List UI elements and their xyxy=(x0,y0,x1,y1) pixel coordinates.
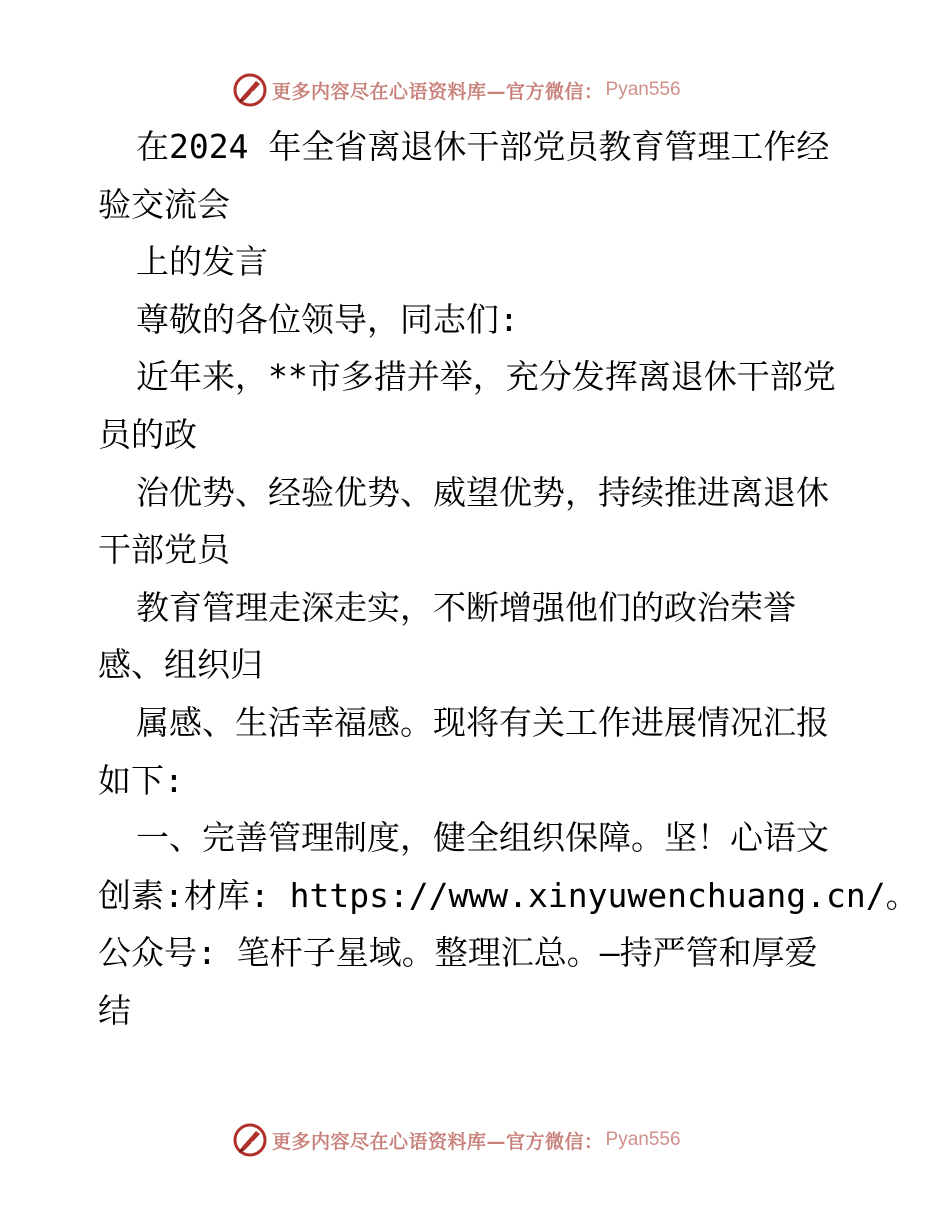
text-line: 干部党员 xyxy=(98,530,230,570)
document-body xyxy=(98,118,919,1040)
text-line: 一、完善管理制度，健全组织保障。坚！心语文 xyxy=(136,818,829,858)
header-watermark-id: Pyan556 xyxy=(605,79,681,100)
footer-watermark xyxy=(232,1120,752,1160)
text-line: 创素:材库: https://www.xinyuwenchuang.cn/。 xyxy=(98,875,919,915)
text-line: 公众号: 笔杆子星域。整理汇总。—持严管和厚爱 xyxy=(98,933,818,973)
quill-logo-icon xyxy=(232,72,268,108)
header-watermark xyxy=(232,70,752,110)
footer-watermark-text: 更多内容尽在心语资料库—官方微信： xyxy=(272,1130,604,1153)
quill-logo-icon xyxy=(232,1122,268,1158)
text-line: 结 xyxy=(98,990,131,1030)
text-line: 教育管理走深走实，不断增强他们的政治荣誉 xyxy=(136,587,796,627)
text-line: 尊敬的各位领导，同志们: xyxy=(136,299,519,339)
footer-watermark-id: Pyan556 xyxy=(605,1129,681,1150)
text-line: 近年来，**市多措并举，充分发挥离退休干部党 xyxy=(136,357,836,397)
text-line: 验交流会 xyxy=(98,184,230,224)
text-line: 在2024 年全省离退休干部党员教育管理工作经 xyxy=(136,127,830,166)
text-line: 如下: xyxy=(98,760,184,800)
text-line: 感、组织归 xyxy=(98,645,263,685)
text-line: 属感、生活幸福感。现将有关工作进展情况汇报 xyxy=(136,702,829,742)
header-watermark-text: 更多内容尽在心语资料库—官方微信： xyxy=(272,80,604,103)
text-line: 上的发言 xyxy=(136,242,268,282)
text-line: 治优势、经验优势、威望优势，持续推进离退休 xyxy=(136,472,829,512)
text-line: 员的政 xyxy=(98,414,197,454)
